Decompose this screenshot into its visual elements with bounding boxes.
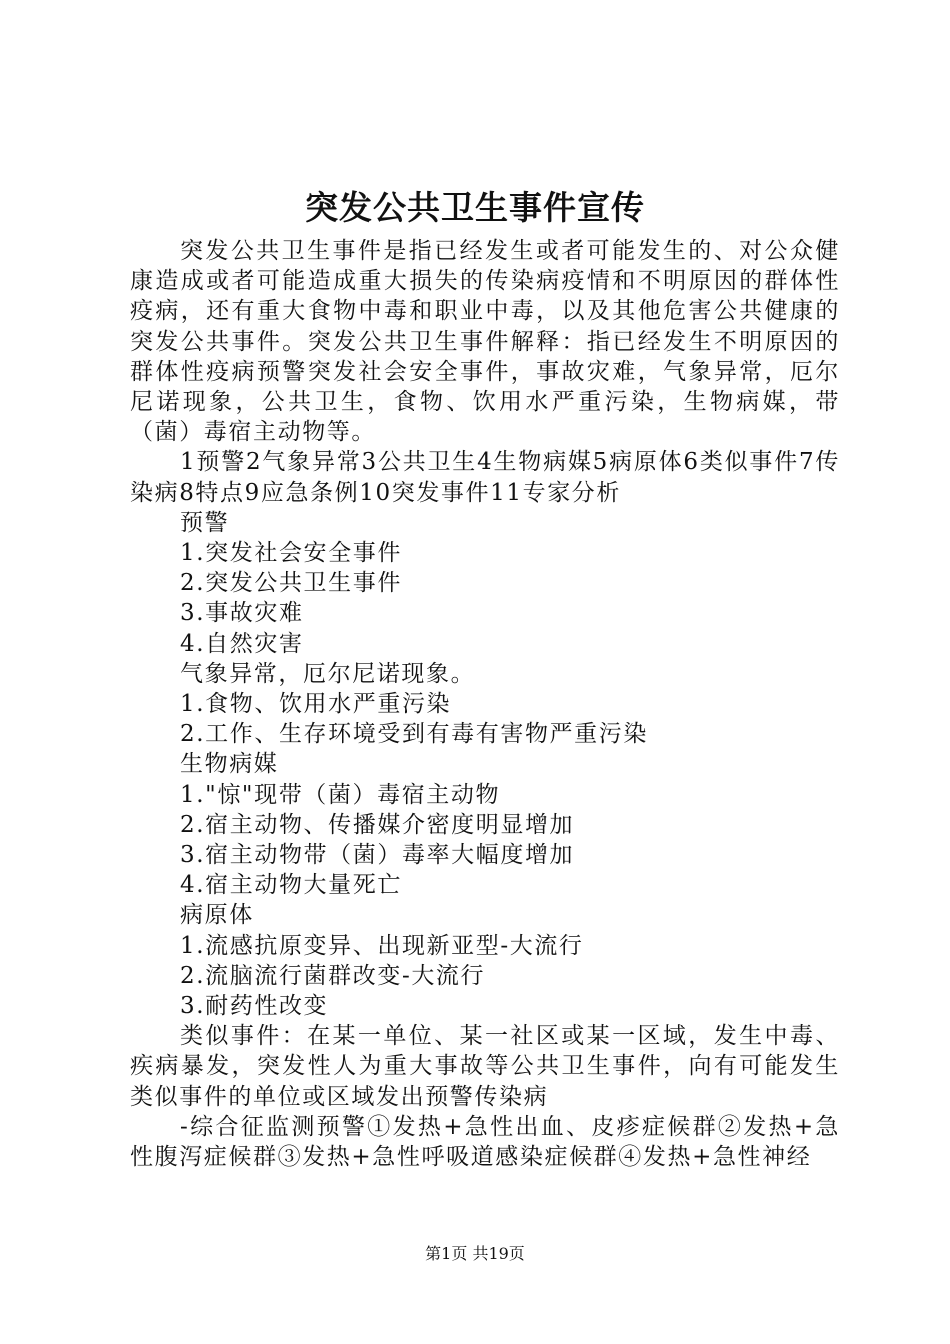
page-number: 第1页 共19页 [425,1244,525,1263]
list-item: 2.突发公共卫生事件 [180,570,402,597]
list-item: 3.耐药性改变 [180,993,329,1020]
list-item: 1."惊"现带（菌）毒宿主动物 [180,781,501,808]
document-title: 突发公共卫生事件宣传 [305,188,645,227]
heading-pathogen: 病原体 [180,902,254,929]
list-item: 3.宿主动物带（菌）毒率大幅度增加 [180,842,575,869]
list-item: 2.流脑流行菌群改变-大流行 [180,962,486,989]
document-body [130,236,840,1172]
intro-paragraph: 突发公共卫生事件是指已经发生或者可能发生的、对公众健康造成或者可能造成重大损失的传染病疫情和不明原因的群体性疫病，还有重大食物中毒和职业中毒，以及其他危害公共健康的突发公共事件。突发公共卫生事件解释：指已经发生不明原因的群体性疫病预警突发社会安全事件，事故灾难，气象异常，厄尔尼诺现象，公共卫生，食物、饮用水严重污染，生物病媒，带（菌）毒宿主动物等。 [130,238,840,446]
list-item: 1.突发社会安全事件 [180,540,402,567]
list-item: 2.工作、生存环境受到有毒有害物严重污染 [180,721,648,748]
heading-weather-anomaly: 气象异常，厄尔尼诺现象。 [180,660,476,687]
list-item: 4.自然灾害 [180,630,304,657]
list-item: 1.流感抗原变异、出现新亚型-大流行 [180,932,584,959]
heading-warning: 预警 [180,509,230,536]
list-item: 2.宿主动物、传播媒介密度明显增加 [180,811,575,838]
heading-bio-vector: 生物病媒 [180,751,279,778]
list-item: 4.宿主动物大量死亡 [180,872,402,899]
similar-events-paragraph: 类似事件：在某一单位、某一社区或某一区域，发生中毒、疾病暴发，突发性人为重大事故等公共卫生事件，向有可能发生类似事件的单位或区域发出预警传染病 [130,1023,840,1110]
list-item: 1.食物、饮用水严重污染 [180,691,452,718]
topics-paragraph: 1预警2气象异常3公共卫生4生物病媒5病原体6类似事件7传染病8特点9应急条例10突发事件11专家分析 [130,449,840,506]
syndrome-monitoring-paragraph: -综合征监测预警①发热+急性出血、皮疹症候群②发热+急性腹泻症候群③发热+急性呼吸道感染症候群④发热+急性神经 [130,1113,840,1171]
list-item: 3.事故灾难 [180,600,304,627]
